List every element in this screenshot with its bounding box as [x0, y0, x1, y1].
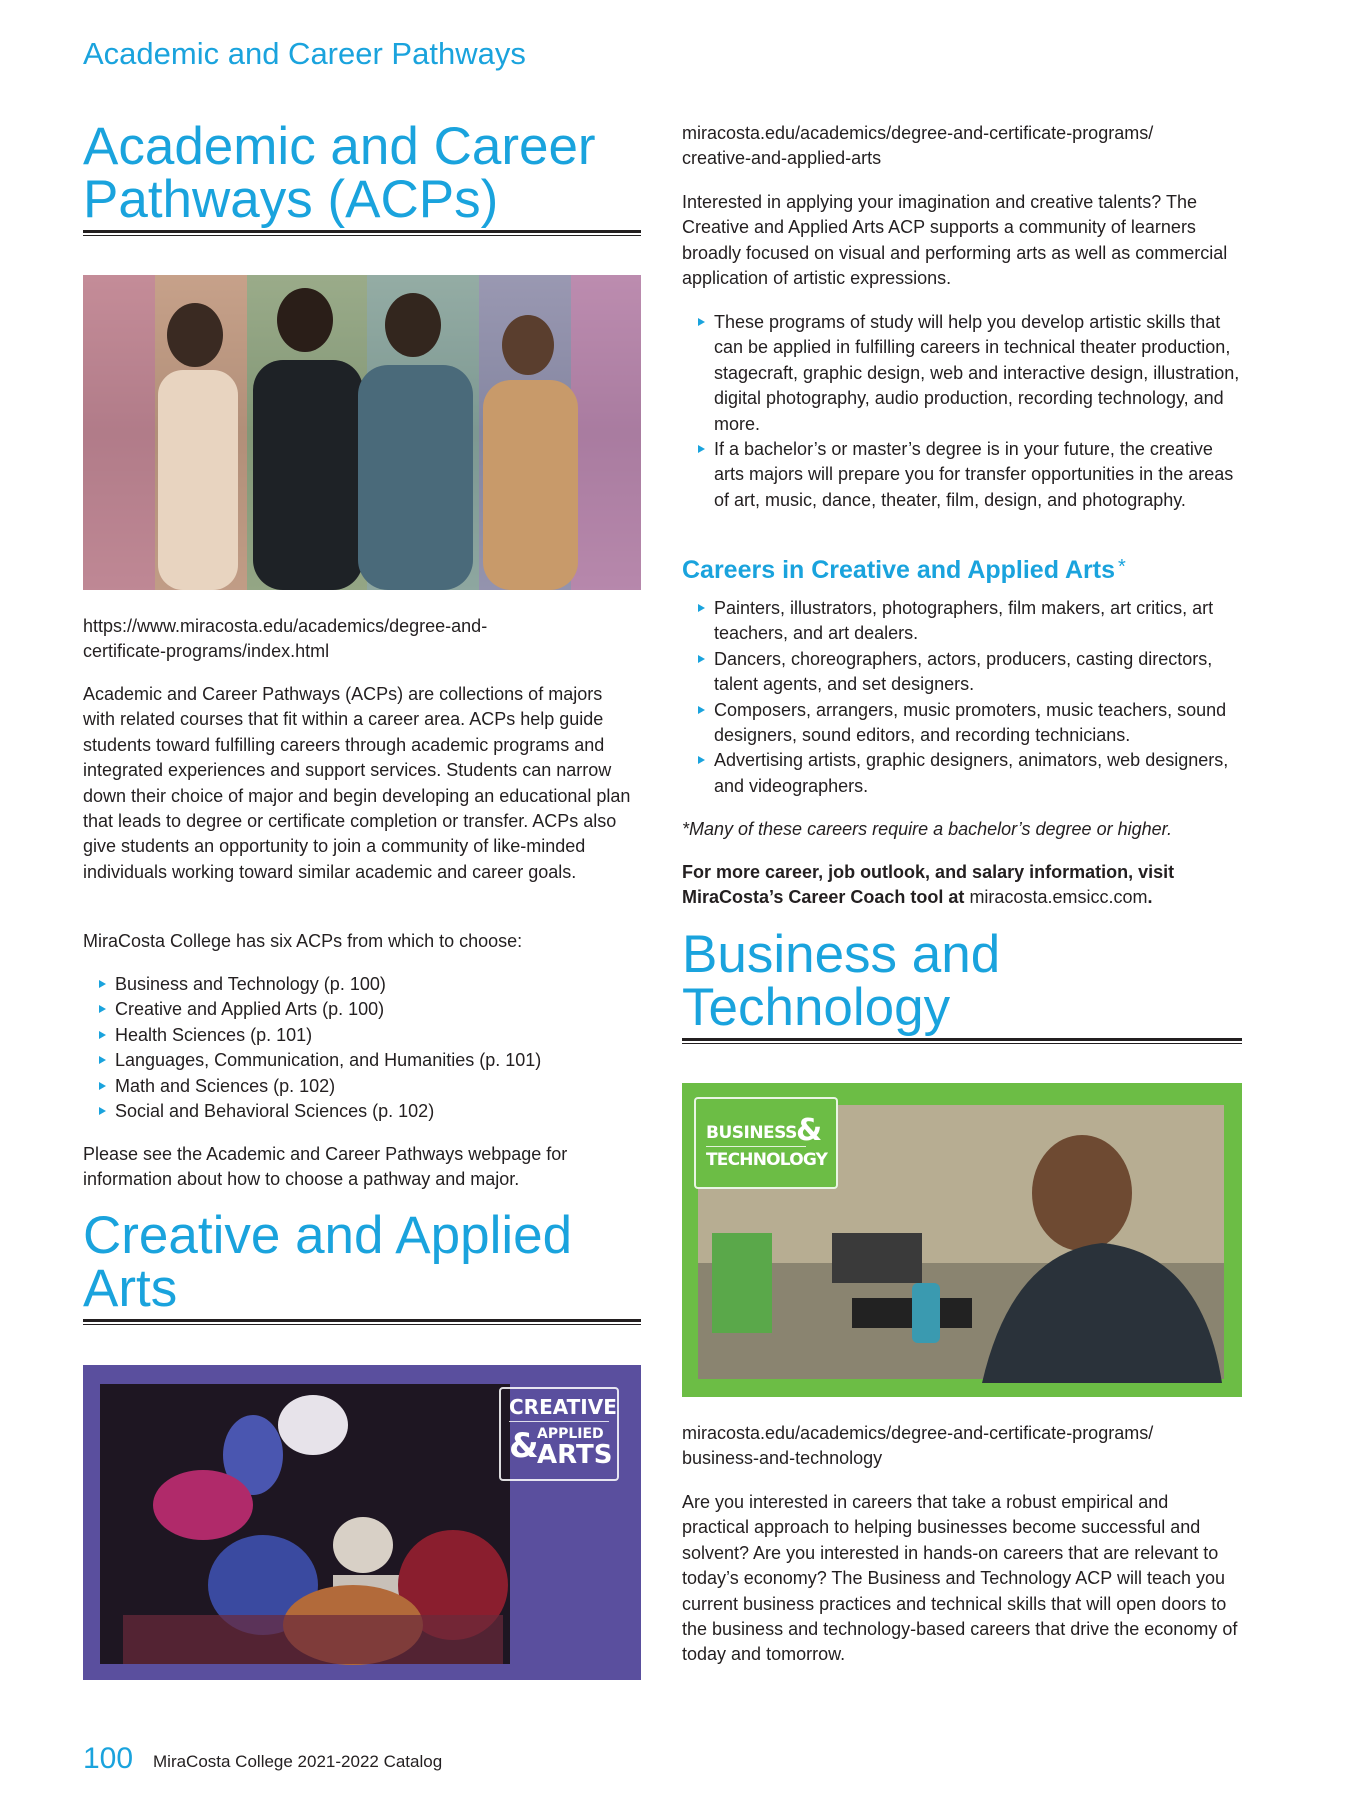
career-coach-link[interactable]: miracosta.emsicc.com: [969, 887, 1148, 908]
bt-intro: Are you interested in careers that take a robust empirical and practical approach to helping businesses become successful and solvent? Are you interested in hands-on careers that are relevant to today’s economy? The Business and Technology ACP will teach you current business practices and technical skills that will open doors to the business and technology-based careers that drive the economy of today and tomorrow.: [682, 1492, 1238, 1665]
caa-url[interactable]: [682, 121, 1244, 172]
careers-heading: [682, 556, 1244, 585]
title-rule: [83, 230, 641, 236]
page-number: 100: [83, 1742, 134, 1775]
badge-text: APPLIED: [537, 1426, 604, 1442]
caa-photo: [83, 1365, 641, 1680]
bullet-text: If a bachelor’s or master’s degree is in your future, the creative arts majors will prepare you for transfer opportunities in the areas of art, music, dance, theater, film, design, and photography.: [714, 439, 1234, 510]
acp-item-label: Social and Behavioral Sciences (p. 102): [115, 1101, 435, 1122]
bt-url[interactable]: [682, 1421, 1244, 1472]
students-illustration: [83, 275, 641, 590]
list-item: [115, 1023, 675, 1048]
list-item: [115, 997, 675, 1022]
bt-title: [682, 925, 1244, 1037]
careers-heading-text: Careers in Creative and Applied Arts: [682, 556, 1116, 584]
acp-intro: Academic and Career Pathways (ACPs) are collections of majors with related courses that fit within a career area. ACPs help guide students toward fulfilling careers through academic programs and integrated experiences and support services. Students can narrow down their choice of major and begin developing an educational plan that leads to degree or certificate completion or transfer. ACPs also give students an opportunity to join a community of like-minded individuals working toward similar academic and career goals.: [83, 684, 631, 882]
catalog-name: MiraCosta College 2021-2022 Catalog: [153, 1752, 443, 1771]
triangle-bullet-icon: [698, 706, 705, 714]
career-text: Painters, illustrators, photographers, film makers, art critics, art teachers, and art dealers.: [714, 598, 1214, 644]
six-acps-text: MiraCosta College has six ACPs from which to choose:: [83, 931, 523, 951]
bt-url-line: business-and-technology: [682, 1448, 883, 1469]
acp-list: [83, 972, 675, 1124]
acp-item-label: Languages, Communication, and Humanities (p. 101): [115, 1050, 542, 1071]
acp-url-line: certificate-programs/index.html: [83, 641, 330, 662]
badge-amp: &: [796, 1113, 823, 1148]
list-item: [714, 647, 1250, 698]
bullet-text: These programs of study will help you develop artistic skills that can be applied in fulfilling careers in technical theater production, stagecraft, graphic design, web and interactive design, illustration, digital photography, audio production, recording technology, and more.: [714, 312, 1240, 434]
triangle-bullet-icon: [99, 1082, 106, 1090]
bt-title-rule: [682, 1038, 1242, 1044]
caa-bullets: [682, 310, 1244, 513]
more-info-period: .: [1147, 887, 1153, 908]
list-item: [714, 310, 1244, 437]
bt-badge: [694, 1097, 838, 1189]
acp-title: [83, 117, 643, 229]
caa-title-rule: [83, 1319, 641, 1325]
career-text: Advertising artists, graphic designers, animators, web designers, and videographers.: [714, 750, 1229, 796]
triangle-bullet-icon: [99, 1107, 106, 1115]
badge-divider: [706, 1146, 806, 1147]
caa-title: [83, 1206, 643, 1318]
footnote: *Many of these careers require a bachelor’s degree or higher.: [682, 819, 1172, 839]
list-item: [115, 1074, 675, 1099]
badge-text: ARTS: [537, 1440, 613, 1470]
bt-title-line: Technology: [682, 978, 951, 1037]
acp-title-line: Academic and Career: [83, 117, 596, 176]
badge-amp: &: [509, 1426, 539, 1466]
list-item: [714, 596, 1250, 647]
triangle-bullet-icon: [698, 655, 705, 663]
running-header: Academic and Career Pathways: [83, 36, 526, 71]
acp-url-line: https://www.miracosta.edu/academics/degree-and-: [83, 616, 488, 636]
triangle-bullet-icon: [99, 1056, 106, 1064]
career-text: Composers, arrangers, music promoters, music teachers, sound designers, sound editors, and recording technicians.: [714, 699, 1227, 746]
list-item: [115, 972, 675, 997]
caa-title-line: Creative and Applied: [83, 1206, 573, 1265]
bt-title-line: Business and: [682, 925, 1001, 984]
acp-url[interactable]: [83, 614, 643, 665]
more-info: [682, 860, 1222, 911]
careers-asterisk: *: [1118, 556, 1126, 578]
caa-url-line: creative-and-applied-arts: [682, 148, 882, 169]
more-info-text: For more career, job outlook, and salary information, visit MiraCosta’s Career Coach tool at: [682, 862, 1175, 908]
triangle-bullet-icon: [698, 445, 705, 453]
students-photo: [83, 275, 641, 590]
triangle-bullet-icon: [99, 1005, 106, 1013]
list-item: [115, 1099, 675, 1124]
acp-item-label: Creative and Applied Arts (p. 100): [115, 999, 385, 1020]
list-item: [115, 1048, 675, 1073]
see-webpage-text: Please see the Academic and Career Pathways webpage for information about how to choose a pathway and major.: [83, 1144, 568, 1190]
caa-intro: Interested in applying your imagination and creative talents? The Creative and Applied Arts ACP supports a community of learners broadly focused on visual and performing arts as well as commercial application of artistic expressions.: [682, 192, 1228, 289]
bt-photo: [682, 1083, 1242, 1397]
badge-text: TECHNOLOGY: [706, 1150, 828, 1170]
career-text: Dancers, choreographers, actors, producers, casting directors, talent agents, and set designers.: [714, 648, 1213, 695]
acp-item-label: Business and Technology (p. 100): [115, 974, 386, 994]
triangle-bullet-icon: [698, 604, 705, 612]
caa-title-line: Arts: [83, 1259, 178, 1318]
acp-item-label: Math and Sciences (p. 102): [115, 1075, 336, 1096]
triangle-bullet-icon: [698, 756, 705, 764]
badge-text: CREATIVE: [509, 1395, 609, 1422]
bt-url-line: miracosta.edu/academics/degree-and-certificate-programs/: [682, 1423, 1154, 1443]
caa-url-line: miracosta.edu/academics/degree-and-certificate-programs/: [682, 123, 1154, 143]
acp-title-line: Pathways (ACPs): [83, 170, 499, 229]
list-item: [714, 748, 1250, 799]
triangle-bullet-icon: [99, 980, 106, 988]
list-item: [714, 698, 1250, 749]
careers-list: [682, 596, 1250, 799]
caa-badge: [499, 1387, 619, 1481]
badge-text: BUSINESS: [706, 1123, 797, 1143]
list-item: [714, 437, 1244, 513]
acp-item-label: Health Sciences (p. 101): [115, 1024, 313, 1045]
triangle-bullet-icon: [99, 1031, 106, 1039]
triangle-bullet-icon: [698, 318, 705, 326]
